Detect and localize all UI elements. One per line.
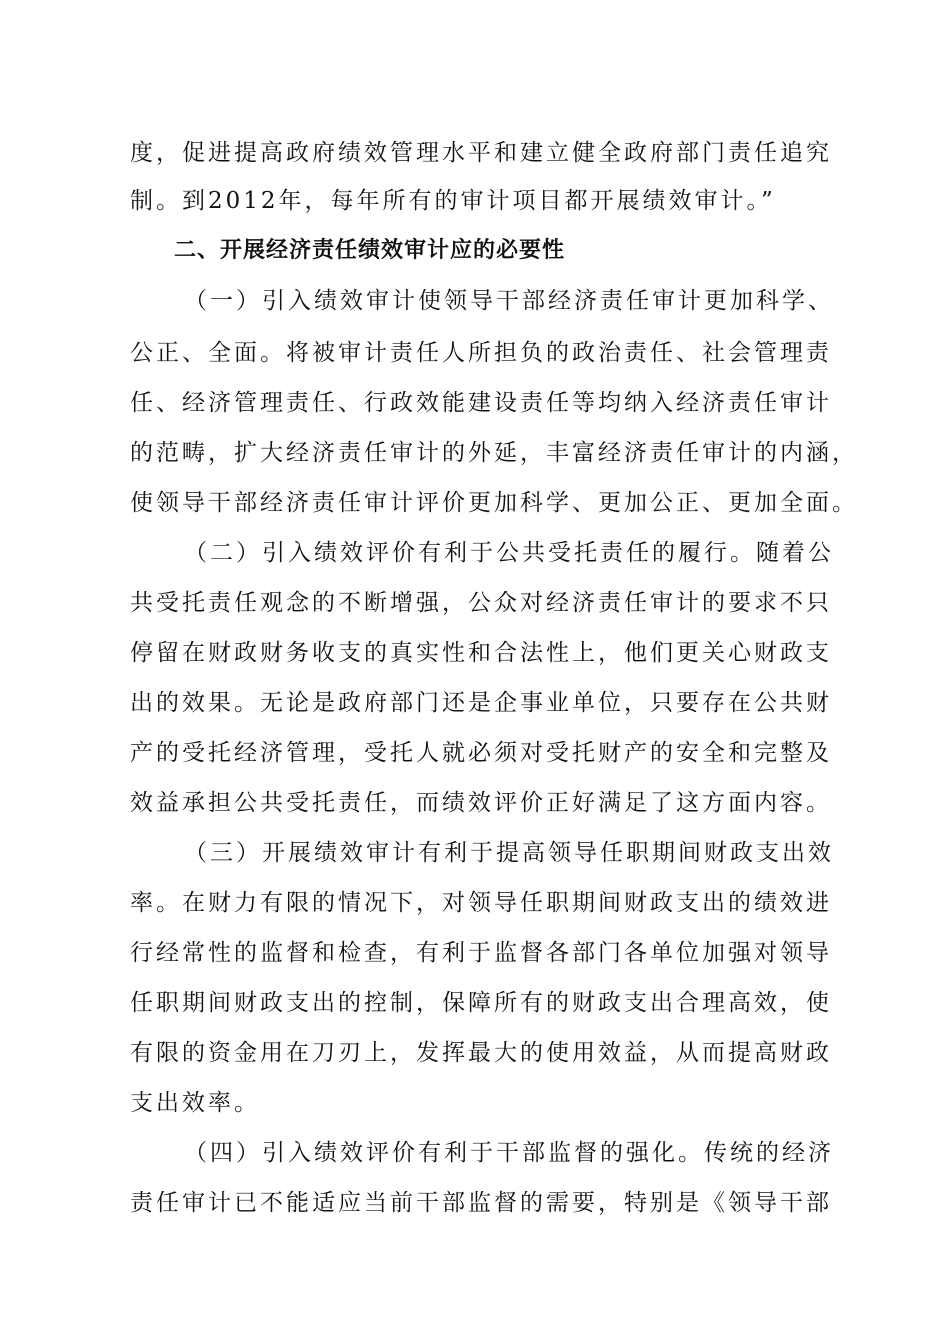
text-line: 共受托责任观念的不断增强，公众对经济责任审计的要求不只 bbox=[130, 590, 832, 616]
paragraph-first-line: （二）引入绩效评价有利于公共受托责任的履行。随着公 bbox=[184, 540, 834, 566]
text-line: 支出效率。 bbox=[130, 1090, 260, 1116]
text-line: 率。在财力有限的情况下，对领导任职期间财政支出的绩效进 bbox=[130, 890, 832, 916]
text-line: 停留在财政财务收支的真实性和合法性上，他们更关心财政支 bbox=[130, 640, 832, 666]
paragraph-first-line: （一）引入绩效审计使领导干部经济责任审计更加科学、 bbox=[184, 288, 834, 314]
text-line: 责任审计已不能适应当前干部监督的需要，特别是《领导干部 bbox=[130, 1190, 832, 1216]
paragraph-first-line: （四）引入绩效评价有利于干部监督的强化。传统的经济 bbox=[184, 1140, 834, 1166]
section-heading: 二、开展经济责任绩效审计应的必要性 bbox=[174, 238, 566, 263]
paragraph-first-line: （三）开展绩效审计有利于提高领导任职期间财政支出效 bbox=[184, 840, 834, 866]
text-line: 使领导干部经济责任审计评价更加科学、更加公正、更加全面。 bbox=[130, 490, 858, 516]
text-line: 行经常性的监督和检查，有利于监督各部门各单位加强对领导 bbox=[130, 940, 832, 966]
text-line: 制。到2012年，每年所有的审计项目都开展绩效审计。” bbox=[130, 188, 776, 214]
text-line: 的范畴，扩大经济责任审计的外延，丰富经济责任审计的内涵， bbox=[130, 440, 858, 466]
text-line: 任、经济管理责任、行政效能建设责任等均纳入经济责任审计 bbox=[130, 390, 832, 416]
text-line: 效益承担公共受托责任，而绩效评价正好满足了这方面内容。 bbox=[130, 790, 832, 816]
text-line: 有限的资金用在刀刃上，发挥最大的使用效益，从而提高财政 bbox=[130, 1040, 832, 1066]
text-line: 出的效果。无论是政府部门还是企事业单位，只要存在公共财 bbox=[130, 690, 832, 716]
text-line: 公正、全面。将被审计责任人所担负的政治责任、社会管理责 bbox=[130, 340, 832, 366]
text-line: 度，促进提高政府绩效管理水平和建立健全政府部门责任追究 bbox=[130, 140, 832, 166]
text-line: 任职期间财政支出的控制，保障所有的财政支出合理高效，使 bbox=[130, 990, 832, 1016]
text-line: 产的受托经济管理，受托人就必须对受托财产的安全和完整及 bbox=[130, 740, 832, 766]
